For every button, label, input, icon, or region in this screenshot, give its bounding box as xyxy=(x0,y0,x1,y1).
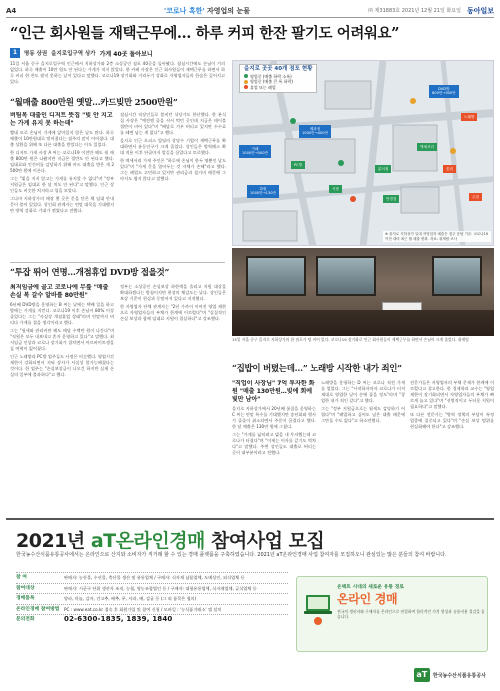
paragraph: 빨대 모로 손님이 가게에 앉아있지 않은 날도 많다. 하루 매출이 10만원대로 떨어졌다는 점주의 말이 이어졌다. 대출 상환을 위해 또 다른 대출을 받았다는 이도 있었다. xyxy=(10,130,114,147)
ad-row xyxy=(16,583,288,594)
photo-window xyxy=(246,256,306,296)
section-title-accent: '코로나 혹한' xyxy=(163,6,205,15)
advertisement xyxy=(6,518,494,688)
map-pin: 제과점 1000만→400만 xyxy=(299,125,331,138)
section2-subhead: “투잡 뛰어 연명…개점휴업 DVD방 접을것” xyxy=(10,268,170,278)
legend-item: 휴업 또는 폐업 xyxy=(244,85,312,91)
section1-subsubhead: 버팀목 대출인 디저트 뜻집 "빚 안 지고는 가게 유지 못 하는데" xyxy=(10,112,113,127)
paragraph: 정부는 소상공인 손실보상 하한액을 올리고 지원 대상을 확대하겠다는 방침이지만 현장의 체감도는 낮다. 상인들은 보상 기준이 현실과 동떨어져 있다고 지적했다. xyxy=(120,284,226,301)
store-map xyxy=(232,60,494,246)
article-place-2: 을지로입구역 상가 xyxy=(51,51,96,57)
section1-col2 xyxy=(120,112,226,258)
promo-subtitle: 온택트 시대의 새로운 유통 경로 xyxy=(337,585,404,590)
ad-row-value: 양파, 마늘, 감자, 건고추, 배추, 무, 사과, 배, 감귤 등 (그 외 품목은 협의) xyxy=(64,596,197,602)
ad-row-key: 경매품목 xyxy=(16,596,35,602)
ad-row-key: 온라인경매 참여방법 xyxy=(16,606,60,612)
section1-subhead: “월매출 800만원 옛말…카드빚만 2500만원” xyxy=(10,98,178,108)
at-logo-name: 한국농수산식품유통공사 xyxy=(432,672,486,679)
map-title: 을지로 곳곳 40개 점포 현황 xyxy=(244,66,313,72)
photo-counter xyxy=(232,310,494,336)
ad-title-year: 2021년 xyxy=(16,530,91,552)
map-pin: DVD방 800만→300만 xyxy=(429,85,459,98)
article-place: 명동 상권 xyxy=(24,51,48,57)
laptop-icon xyxy=(303,587,333,627)
section-title xyxy=(46,6,368,16)
ad-phone-number: 02-6300-1835, 1839, 1840 xyxy=(64,615,173,624)
paragraph: 을지로 지하상가에서 20년째 꽃집을 운영하는 C 씨는 연말 특수를 기대했지만 송년회와 행사가 줄줄이 취소되면서 주문이 끊겼다고 했다. 한 달 매출은 130만 원에 그쳤다. xyxy=(232,406,316,429)
map-pin: 분식집 xyxy=(375,165,391,173)
map-legend xyxy=(239,64,317,93)
lead-paragraph xyxy=(10,61,225,91)
ad-row xyxy=(16,593,288,604)
article-photo xyxy=(232,248,494,336)
legend-dot-icon xyxy=(244,85,248,89)
legend-item: 영업중 (매출 큰 폭 하락) xyxy=(244,79,312,85)
ad-row-key: 참 여 xyxy=(16,575,27,580)
map-pin: 카페 1000만→500만 xyxy=(239,145,271,158)
paragraph: 전문가들은 자영업자의 부채 문제가 한계에 이르렀다고 경고한다. 한 경제학과 교수는 "영업 제한이 장기화되면서 자영업자들의 부채가 빠르게 늘고 있다"며 "선별적이고 두터운 지원이 필요하다"고 말했다. xyxy=(410,380,494,409)
at-logo-mark: aT xyxy=(414,668,430,682)
section2-subsubhead: 최저임금에 골고 코로나에 무릎 "매출 손실 복 갈수 알바를 80만원" xyxy=(10,284,109,299)
ad-title-brand: aT온라인경매 xyxy=(90,530,205,552)
section3-subsubhead: "직업이 사장님" 7억 투자한 화원 "매출 130만원…빚에 회에 빛만 남아" xyxy=(232,380,315,403)
article-label-desc: 가게 40곳 돌아보니 xyxy=(99,50,153,58)
ad-title xyxy=(16,526,324,553)
ad-row xyxy=(16,614,288,625)
section3-subhead: “집밥이 버텼는데…” 노래방 시작한 내가 죄인” xyxy=(232,364,402,374)
lead-text: 11일 서울 중구 을지로입구역 인근에서 지하상가와 2층 소상공인 점포 40곳을 돌아봤다. 점심시간에도 손님이 거의 없었다. 하루 매출이 10만 원도 안 된다는 가게가 적지 않았다. 한 카페 사장은 인근 회사원들이 재택근무를 하면서 하루 커피 한 잔도 팔지 못하는 날이 있다고 말했다. 코로나19 장기화와 거리두기 강화로 자영업자들의 한숨은 깊어지고 있다. xyxy=(10,61,225,84)
ad-title-rest: 참여사업 모집 xyxy=(204,530,325,552)
at-logo xyxy=(414,668,486,682)
paragraph: 을지로 인근 오피스 빌딩의 상당수 기업이 재택근무를 확대하면서 유동인구가 크게 줄었다. 상인들은 방역패스 확대 적용 이후 단골마저 발길을 끊었다고 토로했다. xyxy=(120,138,226,155)
ad-info-table xyxy=(16,572,288,625)
ad-row-key: 문의전화 xyxy=(16,617,35,623)
paragraph: 그는 "빚을 지지 않고는 가게를 유지할 수 없다"며 "정부 지원금은 임대료 한 달 치도 안 된다"고 말했다. 인근 상인들도 비슷한 처지라고 입을 모았다. xyxy=(10,176,114,193)
page-number: A4 xyxy=(6,6,17,15)
paragraph: 점심시간 직장인들로 붐비던 식당가도 한산했다. 한 분식집 사장은 "예전엔 줄을 서서 먹던 곳인데 지금은 테이블 절반이 비어 있다"며 "배달로 겨우 버티고 있지만 수수료를 떼면 남는 게 없다"고 했다. xyxy=(120,112,226,135)
main-headline: “인근 회사원들 재택근무에… 하루 커피 한잔 팔기도 어려워요” xyxy=(10,25,400,42)
ad-promo-box xyxy=(296,576,488,652)
paragraph: 한 액세서리 가게 주인은 "하루에 손님이 한두 명뿐인 날도 있다"며 "가게 문을 열어두는 것 자체가 손해"라고 했다. 그는 폐업도 고민하고 있지만 권리금과 철거비 때문에 그마저도 쉽지 않다고 말했다. xyxy=(120,158,226,181)
section2-col1 xyxy=(10,302,114,510)
map-pin: 화원 1000만→130만 xyxy=(247,185,279,198)
paragraph: 한 디저트 가게 사장 A 씨는 코로나19 이전만 해도 월 매출 800만 원은 나왔지만 지금은 절반도 안 된다고 했다. 임대료와 인건비를 감당하기 위해 카드 대출을 받은 게 2500만 원에 이른다. xyxy=(10,150,114,173)
page-header xyxy=(6,4,494,18)
ad-row-value: 판매자: 농산물, 수산물, 축산물 생산 및 유통업체 / 구매자: 식자재 납품업체, 도매상인, 외식업체 등 xyxy=(64,575,245,580)
photo-window xyxy=(432,256,482,296)
paragraph: 인근 노래방과 PC방 업주들도 사정은 비슷했다. 영업시간 제한이 강화되면서 저녁 장사가 사실상 불가능해졌다는 것이다. 한 업주는 "손실보상금이 나오긴 하지만 실제 손실의 일부에 불과하다"고 했다. xyxy=(10,354,114,377)
paragraph: 그는 "가게를 넓히려고 빚을 내 투자했는데 코로나가 터졌다"며 "이제는 이자를 갚기도 벅차다"고 말했다. 주변 상인들도 대출로 버티는 곳이 대부분이라고 전했다. xyxy=(232,432,316,455)
article-label xyxy=(10,47,225,59)
article-number-badge: 1 xyxy=(10,48,20,58)
ad-intro: 한국농수산식품유통공사에서는 온라인으로 산지와 소비자가 직거래 할 수 있는 경매 플랫폼을 구축하였습니다. 2021년 aT온라인경매 사업 참여자를 모집하오니 관심있는 많은 분들의 참여 바랍니다. xyxy=(16,552,447,558)
paragraph: 6년째 DVD방을 운영하는 B 씨는 낮에는 택배 일을 하고 밤에는 가게를 지킨다. 코로나19 이후 손님이 80% 이상 줄었다는 그는 "사실상 개점휴업 상태"라며 연말까지 버티다 가게를 접을 생각이라고 했다. xyxy=(10,302,114,325)
divider xyxy=(10,262,225,263)
promo-text: 전국의 생산자와 구매자를 온라인으로 연결하여 합리적인 가격 형성과 유통비용 절감을 돕습니다. xyxy=(337,609,485,619)
promo-title: 온라인 경매 xyxy=(337,592,398,606)
issue-info: ㈜ 제31883호 2021년 12월 21일 화요일 xyxy=(367,8,461,14)
map-pin: 안경점 xyxy=(383,195,399,203)
paragraph: 한 자영업자 단체 관계자는 "2년 가까이 이어진 영업 제한으로 자영업자들의 부채가 한계에 이르렀다"며 "실질적인 손실 보상과 함께 임대료 지원이 절실하다"고 강조했다. xyxy=(120,304,226,321)
photo-window xyxy=(316,256,376,296)
section-title-main: 자영업의 눈물 xyxy=(204,6,250,15)
photo-caption: 15일 서울 중구 을지로 지하상가의 한 점포가 텅 비어 있다. 코로나19 장기화로 인근 회사원들이 재택근무를 하면서 손님이 크게 줄었다. 취재팀 xyxy=(232,337,469,342)
map-pin: 액세서리 xyxy=(417,143,437,151)
ad-row-key: 참여대상 xyxy=(16,585,35,591)
ad-row-value: 판매자: 시군구 단위 생산자 조직, 농협, 영농조합법인 등 / 구매자: 대형유통업체, 식자재업체, 급식업체 등 xyxy=(64,585,257,591)
paragraph: 또 다른 전문가는 "방역 정책의 부담이 특정 업종에 집중되고 있다"며 "손실 보상 범위를 현실화해야 한다"고 강조했다. xyxy=(410,412,494,429)
map-pin: 꽃집 xyxy=(443,165,456,173)
section2-col2 xyxy=(120,284,226,510)
newspaper-name: 동아일보 xyxy=(466,6,494,15)
map-pin: PC방 xyxy=(291,161,305,169)
map-source-note: ※ 을지로 지하상가 일대 자영업자 매출은 점주 응답 기준. 코로나19 이전 대비 최근 월 매출 변화. 자료: 취재팀 조사 xyxy=(383,231,491,242)
map-pin: 주점 xyxy=(469,193,482,201)
legend-dot-icon xyxy=(244,80,248,84)
paragraph: 그는 "월세와 관리비만 해도 매달 수백만 원이 나간다"며 "직원은 모두 내보내고 혼자 운영하고 있다"고 말했다. 최저임금 인상과 코로나 장기화가 겹치면서 아르바이트생을 둘 여력이 없어졌다. xyxy=(10,328,114,351)
map-pin: 노래방 xyxy=(461,113,477,121)
ad-row xyxy=(16,572,288,583)
legend-item: 영업중 (매출 하락 소폭) xyxy=(244,74,312,80)
section3-col2 xyxy=(321,380,405,510)
map-pin: 식당 xyxy=(329,185,342,193)
section3-col3 xyxy=(410,380,494,510)
section1-col1 xyxy=(10,130,114,258)
paragraph: 그나마 지하상가의 매장 몇 곳은 문을 닫은 채 임대 안내문이 붙어 있었다. 상인회 관계자는 연말 대목을 기대했지만 방역 강화로 기대가 꺾였다고 전했다. xyxy=(10,196,114,213)
ad-row xyxy=(16,604,288,615)
ad-row-value: PC : www.eat.co.kr 접속 후 회원가입 및 참여 신청 / 모바일 : '농식품거래소' 앱 설치 xyxy=(64,606,222,612)
legend-dot-icon xyxy=(244,74,248,78)
paragraph: 그는 "정부 지원금으로는 월세도 감당하기 어렵다"며 "폐업하고 싶어도 남은 대출 때문에 그만둘 수도 없다"고 하소연했다. xyxy=(321,406,405,423)
section3-col1 xyxy=(232,406,316,510)
paragraph: 노래방을 운영하는 D 씨는 코로나 직전 가게를 열었다. 그는 "시작하자마자 코로나가 터져 제대로 영업한 날이 손에 꼽을 정도"라며 "창업한 내가 죄인 같다"고 했다. xyxy=(321,380,405,403)
